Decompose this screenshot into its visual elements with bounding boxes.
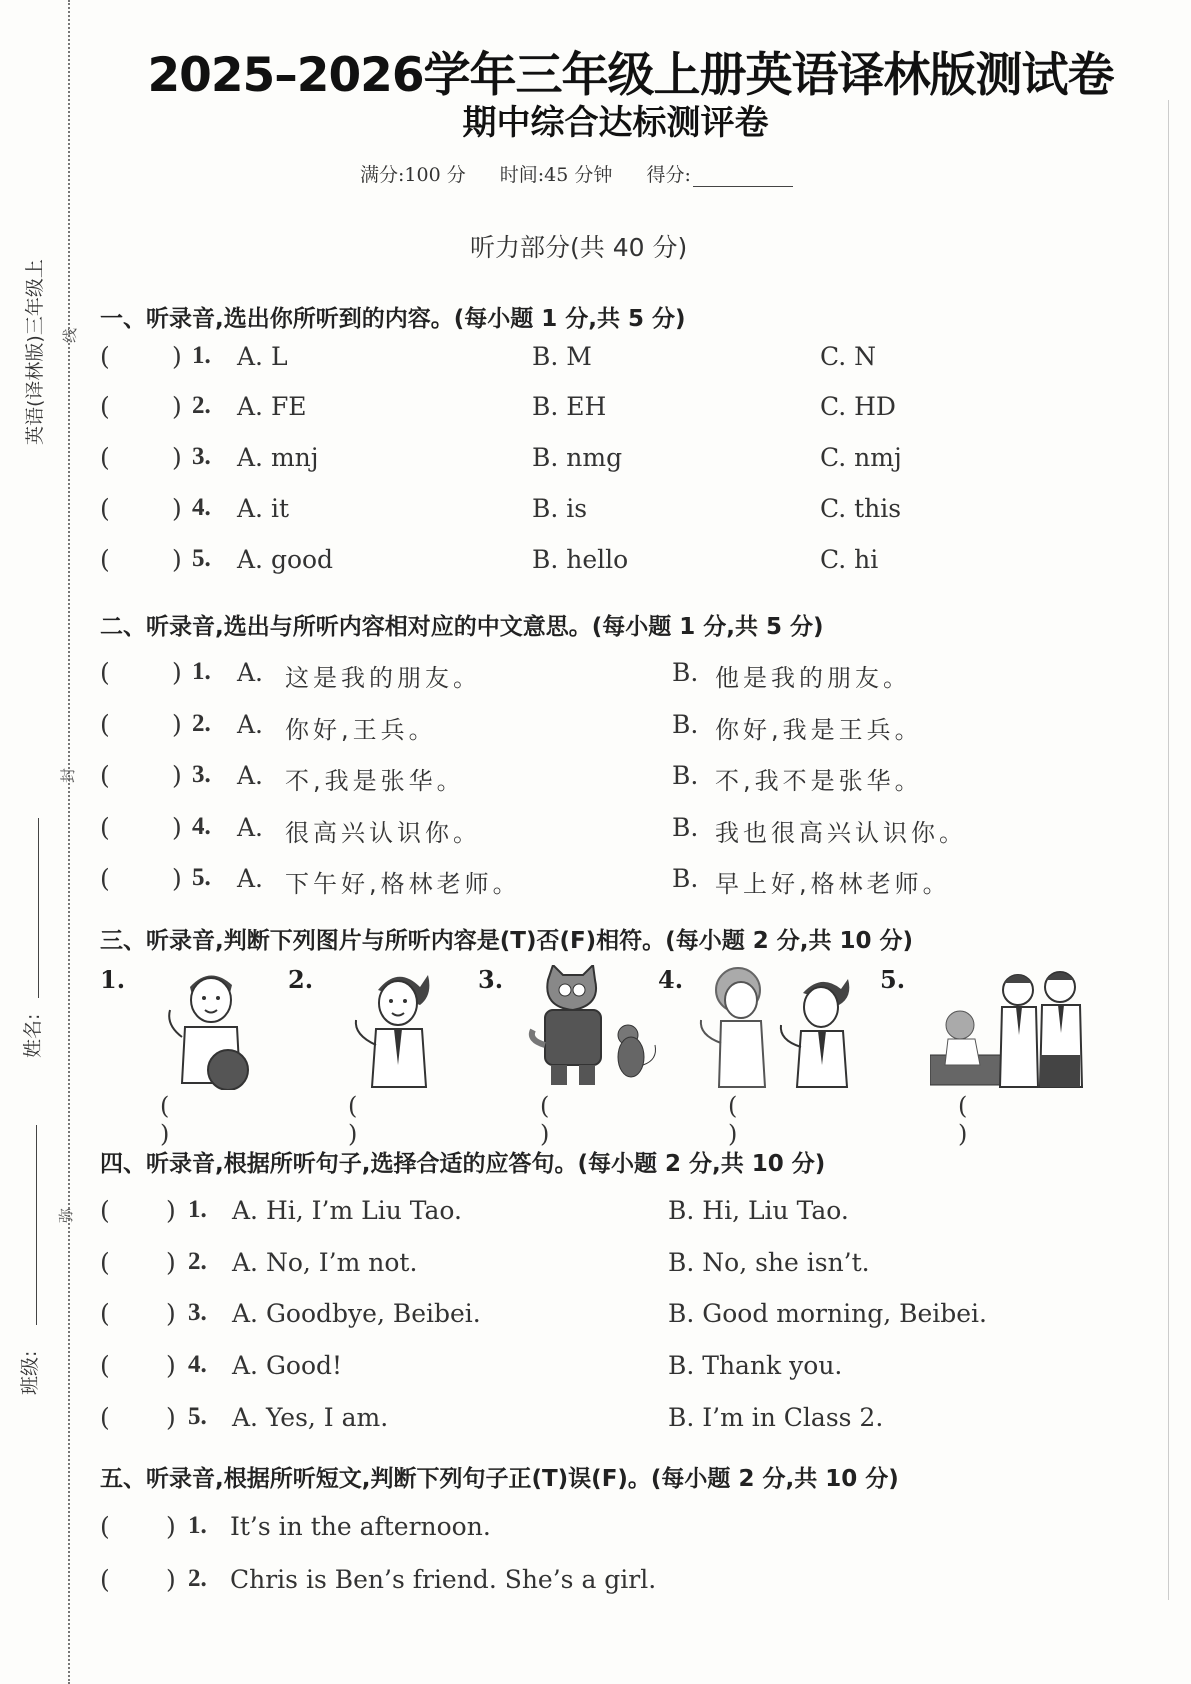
tf-answer-blank[interactable]: ( )	[728, 1092, 738, 1148]
answer-blank[interactable]: ( )	[100, 1351, 176, 1380]
score-label: 得分:	[646, 164, 691, 186]
group-greeting-illustration	[930, 965, 1100, 1090]
answer-blank[interactable]: ( )	[100, 392, 182, 421]
answer-blank[interactable]: ( )	[100, 1565, 176, 1594]
answer-blank[interactable]: ( )	[100, 494, 182, 523]
mark-close: 弥	[57, 1207, 76, 1224]
exam-meta	[360, 160, 821, 187]
section-3-title: 三、听录音,判断下列图片与所听内容是(T)否(F)相符。(每小题 2 分,共 10 分)	[100, 928, 913, 954]
tf-answer-blank[interactable]: ( )	[958, 1092, 968, 1148]
name-field[interactable]	[38, 818, 39, 998]
cat-and-mouse-illustration	[523, 965, 663, 1090]
section-5-title: 五、听录音,根据所听短文,判断下列句子正(T)误(F)。(每小题 2 分,共 10 分)	[100, 1466, 899, 1492]
tf-answer-blank[interactable]: ( )	[540, 1092, 550, 1148]
answer-blank[interactable]: ( )	[100, 658, 182, 687]
mark-line: 线	[61, 327, 80, 344]
boy-waving-illustration	[160, 965, 260, 1090]
answer-blank[interactable]: ( )	[100, 1196, 176, 1225]
time-limit: 时间:45 分钟	[499, 164, 613, 186]
name-label: 姓名:	[22, 1013, 44, 1058]
tf-answer-blank[interactable]: ( )	[160, 1092, 170, 1148]
answer-blank[interactable]: ( )	[100, 1299, 176, 1328]
exam-subtitle: 期中综合达标测评卷	[462, 103, 769, 143]
tf-answer-blank[interactable]: ( )	[348, 1092, 358, 1148]
section-4-title: 四、听录音,根据所听句子,选择合适的应答句。(每小题 2 分,共 10 分)	[100, 1151, 826, 1177]
section-1-title: 一、听录音,选出你所听到的内容。(每小题 1 分,共 5 分)	[100, 306, 686, 332]
picture-row: 1. ( ) 2. ( ) 3. ( ) 4. ( ) 5. ( )	[100, 965, 1120, 1135]
two-children-greeting-illustration	[693, 965, 863, 1090]
page-edge-line	[1168, 100, 1169, 1600]
answer-blank[interactable]: ( )	[100, 342, 182, 371]
part-title: 听力部分(共 40 分)	[470, 233, 688, 262]
answer-blank[interactable]: ( )	[100, 1512, 176, 1541]
answer-blank[interactable]: ( )	[100, 1248, 176, 1277]
binding-dotted-line	[68, 0, 70, 1684]
answer-blank[interactable]: ( )	[100, 761, 182, 790]
answer-blank[interactable]: ( )	[100, 545, 182, 574]
answer-blank[interactable]: ( )	[100, 864, 182, 893]
mark-seal: 封	[59, 767, 78, 784]
class-field[interactable]	[36, 1125, 37, 1325]
answer-blank[interactable]: ( )	[100, 443, 182, 472]
class-label: 班级:	[19, 1350, 41, 1395]
score-field[interactable]	[693, 170, 793, 187]
answer-blank[interactable]: ( )	[100, 813, 182, 842]
girl-waving-illustration	[348, 965, 448, 1090]
exam-title: 2025–2026学年三年级上册英语译林版测试卷	[147, 48, 1114, 103]
full-score: 满分:100 分	[360, 164, 466, 186]
section-2-title: 二、听录音,选出与所听内容相对应的中文意思。(每小题 1 分,共 5 分)	[100, 614, 824, 640]
answer-blank[interactable]: ( )	[100, 1403, 176, 1432]
subject-label: 英语(译林版)三年级上	[24, 259, 46, 445]
answer-blank[interactable]: ( )	[100, 710, 182, 739]
